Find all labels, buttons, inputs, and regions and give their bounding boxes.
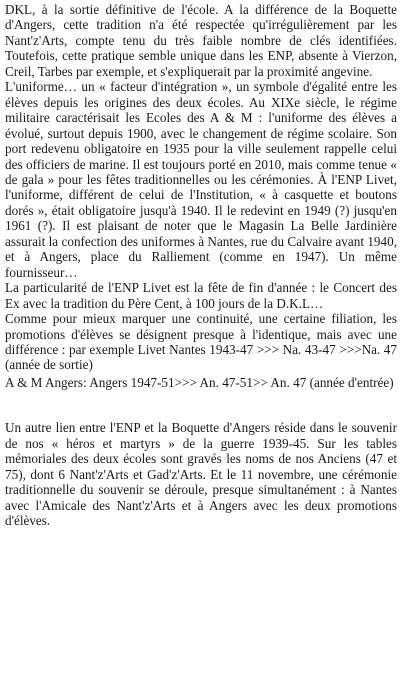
paragraph-uniforme: L'uniforme… un « facteur d'intégration », un symbole d'égalité entre les élèves depuis les origines des deux écoles. Au XIXe siècle, le régime militaire caractérisait les Ecoles des A & M : l'uniforme des élèves a évolué, surtout depuis 1900, avec le changement de régime scolaire. Son port redevenu obligatoire en 1935 pour la ville seulement rappelle celui des officiers de marine. Il est toujours porté en 2010, mais comme tenue « de gala » pour les fêtes traditionnelles ou les cérémonies. À l'ENP Livet, l'uniforme, différent de celui de l'Institution, « à casquette et boutons dorés », était obligatoire jusqu'à 1940. Il le redevint en 1949 (?) jusqu'en 1961 (?). Il est plaisant de noter que le Magasin La Belle Jardinière assurait la confection des uniformes à Nantes, rue du Calvaire avant 1940, et à Angers, place du Ralliement (comme en 1947). Un même fournisseur… bbox=[5, 79, 397, 280]
paragraph-promotions: Comme pour mieux marquer une continuité, une certaine filiation, les promotions d'élèves se désignent presque à l'identique, mais avec une différence : par exemple Livet Nantes 1943-47 >>> Na. 43-47 >>>Na. 47 (année de sortie) bbox=[5, 311, 397, 373]
paragraph-spacer bbox=[5, 390, 397, 420]
paragraph-boquette-tradition: DKL, à la sortie définitive de l'école. A la différence de la Boquette d'Angers, cette tradition n'a été respectée qu'irrégulièrement par les Nant'z'Arts, compte tenu du très faible nombre de clés identifiées. Toutefois, cette pratique semble unique dans les ENP, absente à Vierzon, Creil, Tarbes par exemple, et s'expliquerait par la proximité angevine. bbox=[5, 2, 397, 79]
paragraph-souvenir: Un autre lien entre l'ENP et la Boquette d'Angers réside dans le souvenir de nos « héros et martyrs » de la guerre 1939-45. Sur les tables mémoriales des deux écoles sont gravés les noms de nos Anciens (47 et 75), dont 6 Nant'z'Arts et Gad'z'Arts. Et le 11 novembre, une cérémonie traditionnelle du souvenir se déroule, presque simultanément : à Nantes avec l'Amicale des Nant'z'Arts et à Angers avec les deux promotions d'élèves. bbox=[5, 420, 397, 529]
paragraph-fete-fin-annee: La particularité de l'ENP Livet est la fête de fin d'année : le Concert des Ex avec la tradition du Père Cent, à 100 jours de la D.K.L… bbox=[5, 280, 397, 311]
document-page bbox=[5, 2, 397, 529]
paragraph-am-angers: A & M Angers: Angers 1947-51>>> An. 47-51>> An. 47 (année d'entrée) bbox=[5, 374, 394, 390]
